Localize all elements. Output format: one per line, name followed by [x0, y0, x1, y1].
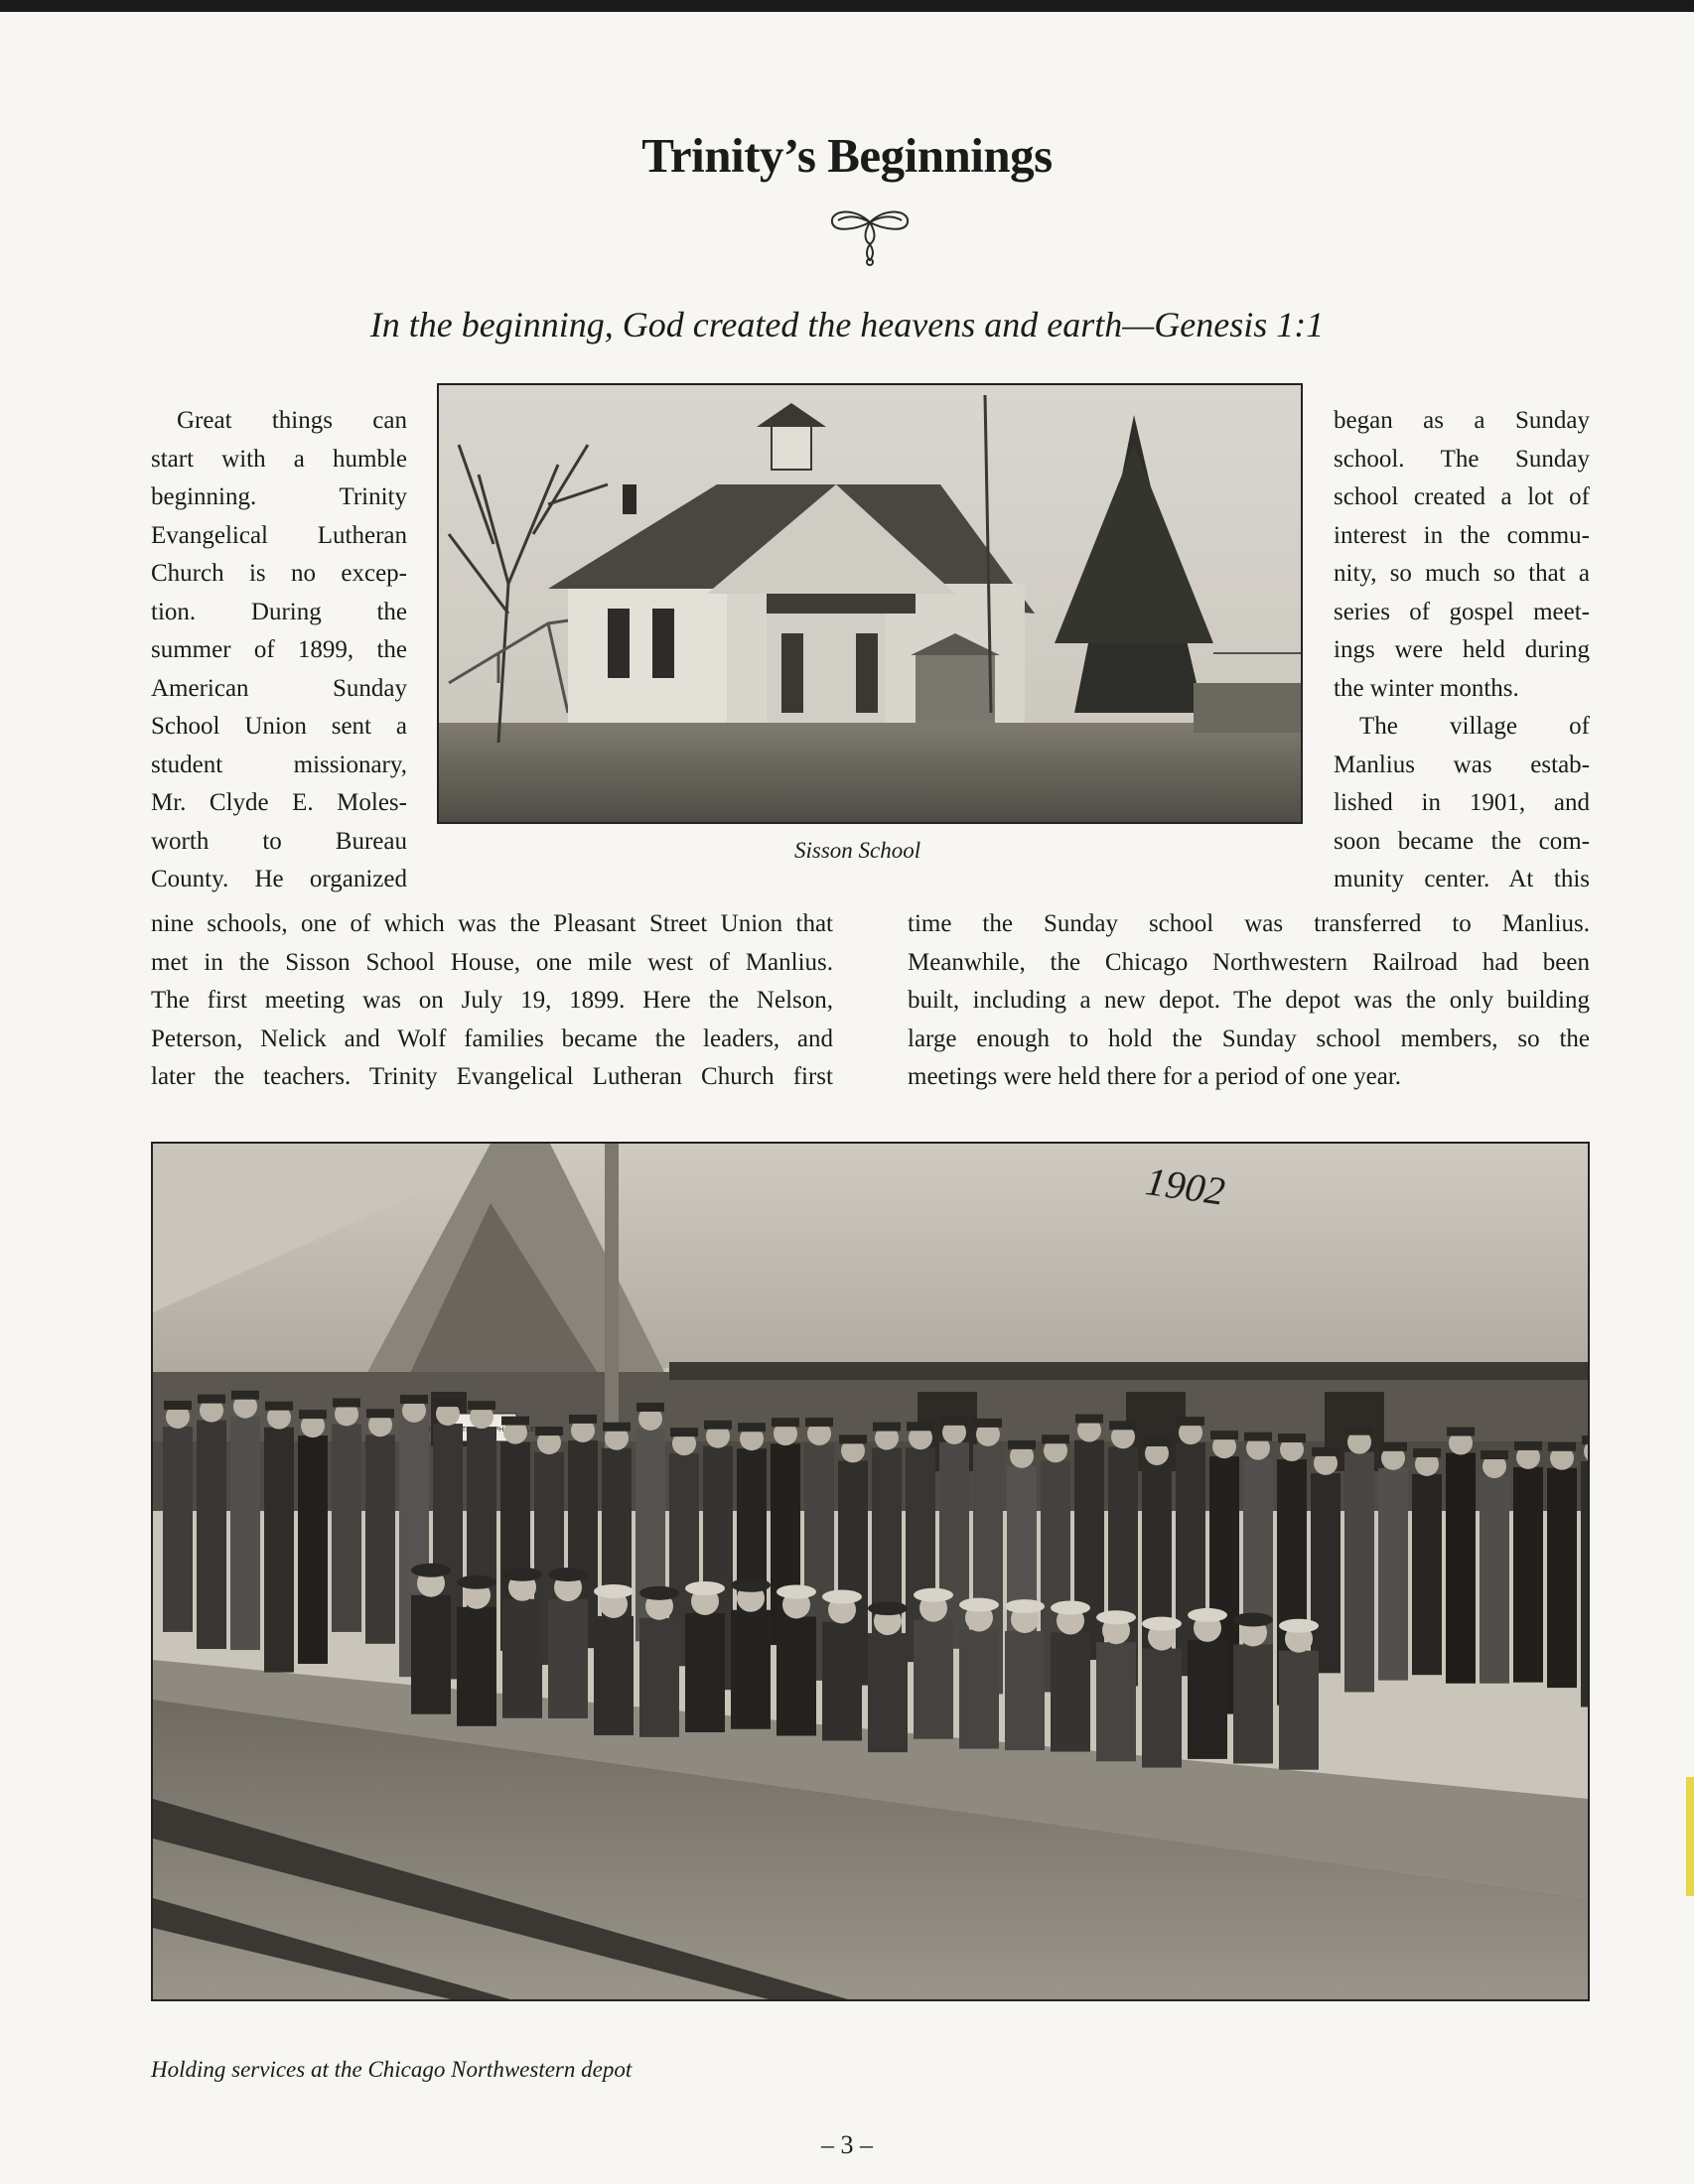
seated-person-hat	[639, 1586, 679, 1600]
text-line: student missionary,	[151, 751, 407, 778]
person-hat	[670, 1428, 698, 1436]
text-line: the winter months.	[1334, 674, 1519, 702]
seated-person-silhouette	[1279, 1651, 1319, 1770]
person-hat	[1075, 1415, 1103, 1424]
person-silhouette	[1480, 1476, 1509, 1684]
text-line: nine schools, one of which was the Pleasant Street Union that	[151, 910, 833, 937]
text-line: met in the Sisson School House, one mile west of Manlius.	[151, 948, 833, 976]
seated-person-hat	[1096, 1610, 1136, 1624]
flourish-ornament-icon	[824, 201, 916, 266]
person-hat	[873, 1423, 901, 1432]
seated-person-silhouette	[502, 1599, 542, 1718]
person-hat	[636, 1403, 664, 1412]
seated-person-hat	[1233, 1612, 1273, 1626]
seated-person-hat	[502, 1568, 542, 1581]
page-title: Trinity’s Beginnings	[641, 128, 1053, 183]
seated-person-silhouette	[1096, 1642, 1136, 1761]
seated-person-silhouette	[959, 1630, 999, 1749]
person-silhouette	[1344, 1452, 1374, 1693]
person-hat	[366, 1409, 394, 1418]
person-hat	[704, 1421, 732, 1430]
person-hat	[1008, 1440, 1036, 1449]
person-silhouette	[264, 1428, 294, 1673]
text-line: time the Sunday school was transferred to Manlius.	[908, 910, 1590, 937]
person-hat	[333, 1398, 360, 1407]
person-hat	[535, 1427, 563, 1435]
person-silhouette	[1446, 1453, 1476, 1684]
person-hat	[1413, 1448, 1441, 1457]
person-hat	[1582, 1435, 1588, 1444]
person-hat	[1481, 1450, 1508, 1459]
seated-person-hat	[868, 1601, 908, 1615]
person-hat	[198, 1395, 225, 1404]
person-silhouette	[332, 1424, 361, 1631]
page-number: – 3 –	[821, 2130, 873, 2159]
seated-person-silhouette	[1051, 1633, 1090, 1752]
seated-person-silhouette	[411, 1595, 451, 1714]
text-line: meetings were held there for a period of one year.	[908, 1063, 1402, 1090]
person-hat	[1278, 1433, 1306, 1442]
right-column-text	[1334, 402, 1590, 899]
text-line: beginning. Trinity	[151, 483, 407, 510]
person-hat	[569, 1415, 597, 1424]
person-hat	[1177, 1417, 1204, 1426]
left-lower-text	[151, 905, 833, 1097]
seated-person-hat	[594, 1584, 634, 1598]
seated-person-hat	[731, 1578, 771, 1592]
seated-person-hat	[1005, 1599, 1045, 1613]
person-hat	[231, 1391, 259, 1400]
person-hat	[1109, 1421, 1137, 1430]
schoolhouse-illustration	[439, 385, 1301, 822]
text-line: built, including a new depot. The depot was the only building	[908, 987, 1590, 1014]
person-silhouette	[1412, 1474, 1442, 1675]
person-silhouette	[230, 1417, 260, 1650]
text-line: school created a lot of	[1334, 483, 1590, 510]
text-line: interest in the commu-	[1334, 521, 1590, 549]
person-hat	[164, 1401, 192, 1410]
text-line: Mr. Clyde E. Moles-	[151, 789, 407, 816]
person-silhouette	[298, 1435, 328, 1664]
person-hat	[1514, 1441, 1542, 1450]
text-line: later the teachers. Trinity Evangelical Lutheran Church first	[151, 1063, 833, 1090]
seated-person-hat	[685, 1581, 725, 1595]
text-line: tion. During the	[151, 598, 407, 625]
text-line: County. He organized	[151, 866, 407, 892]
depot-crowd-illustration	[153, 1144, 1588, 1999]
text-line: ings were held during	[1334, 636, 1590, 663]
seated-person-silhouette	[731, 1610, 771, 1729]
scan-top-edge	[0, 0, 1694, 12]
seated-person-hat	[1188, 1608, 1227, 1622]
seated-person-hat	[822, 1589, 862, 1603]
text-line: began as a Sunday	[1334, 407, 1590, 434]
seated-person-silhouette	[868, 1633, 908, 1752]
seated-person-hat	[776, 1584, 816, 1598]
person-hat	[772, 1418, 799, 1427]
person-hat	[603, 1423, 631, 1432]
seated-person-hat	[1142, 1617, 1182, 1631]
person-hat	[1447, 1428, 1475, 1436]
person-silhouette	[1547, 1468, 1577, 1688]
seated-person-silhouette	[1142, 1649, 1182, 1768]
text-line: Peterson, Nelick and Wolf families became the leaders, and	[151, 1024, 833, 1052]
left-column-text	[151, 402, 407, 899]
seated-person-hat	[1279, 1619, 1319, 1633]
text-line: school. The Sunday	[1334, 445, 1590, 473]
text-line: munity center. At this	[1334, 866, 1590, 892]
text-line: Meanwhile, the Chicago Northwestern Railroad had been	[908, 948, 1590, 976]
text-line: soon became the com-	[1334, 827, 1590, 855]
text-line: Evangelical Lutheran	[151, 521, 407, 549]
text-line: School Union sent a	[151, 713, 407, 740]
person-hat	[974, 1419, 1002, 1428]
person-silhouette	[365, 1434, 395, 1644]
text-line: American Sunday	[151, 674, 407, 702]
person-hat	[1379, 1442, 1407, 1451]
text-line: Manlius was estab-	[1334, 751, 1590, 778]
person-hat	[299, 1410, 327, 1419]
person-hat	[1345, 1427, 1373, 1435]
person-hat	[940, 1417, 968, 1426]
person-hat	[805, 1418, 833, 1427]
seated-person-silhouette	[548, 1599, 588, 1718]
seated-person-silhouette	[594, 1616, 634, 1735]
person-silhouette	[163, 1427, 193, 1632]
seated-person-hat	[1051, 1601, 1090, 1615]
person-silhouette	[939, 1442, 969, 1649]
seated-person-silhouette	[822, 1621, 862, 1740]
person-silhouette	[1378, 1468, 1408, 1681]
person-silhouette	[1311, 1473, 1341, 1673]
seated-person-silhouette	[1188, 1640, 1227, 1759]
handwritten-year: 1902	[1142, 1159, 1228, 1214]
school-photo-caption: Sisson School	[794, 838, 921, 863]
seated-person-silhouette	[1005, 1631, 1045, 1750]
text-line: summer of 1899, the	[151, 636, 407, 663]
person-hat	[1244, 1433, 1272, 1441]
epigraph: In the beginning, God created the heavens and earth—Genesis 1:1	[369, 305, 1325, 344]
right-lower-text	[908, 905, 1590, 1097]
text-line: The first meeting was on July 19, 1899. Here the Nelson,	[151, 987, 833, 1014]
seated-person-hat	[411, 1564, 451, 1577]
seated-person-hat	[914, 1588, 953, 1602]
seated-person-silhouette	[639, 1618, 679, 1737]
depot-photo-caption: Holding services at the Chicago Northwestern depot	[151, 2057, 633, 2082]
text-line: lished in 1901, and	[1334, 789, 1590, 816]
person-hat	[1042, 1434, 1069, 1443]
person-silhouette	[1581, 1461, 1588, 1706]
person-hat	[738, 1423, 766, 1432]
seated-person-hat	[959, 1598, 999, 1612]
person-hat	[907, 1422, 934, 1431]
text-line: Great things can	[177, 407, 407, 434]
text-line: worth to Bureau	[151, 827, 407, 855]
seated-person-hat	[548, 1568, 588, 1581]
person-silhouette	[197, 1421, 226, 1649]
seated-person-silhouette	[776, 1616, 816, 1735]
sisson-school-photo	[437, 383, 1303, 824]
text-line: series of gospel meet-	[1334, 598, 1590, 625]
depot-photo	[151, 1142, 1590, 2001]
text-line: large enough to hold the Sunday school members, so the	[908, 1024, 1590, 1052]
person-silhouette	[1513, 1467, 1543, 1683]
person-hat	[1312, 1447, 1340, 1456]
seated-person-silhouette	[457, 1607, 496, 1726]
text-line: Church is no excep-	[151, 560, 407, 587]
person-hat	[839, 1434, 867, 1443]
seated-person-silhouette	[1233, 1644, 1273, 1763]
person-hat	[434, 1398, 462, 1407]
person-hat	[1210, 1431, 1238, 1439]
text-line: nity, so much so that a	[1334, 560, 1590, 587]
person-hat	[1143, 1437, 1171, 1446]
person-hat	[501, 1417, 529, 1426]
seated-person-hat	[457, 1575, 496, 1589]
person-hat	[400, 1395, 428, 1404]
text-line: start with a humble	[151, 445, 407, 473]
text-line: The village of	[1359, 713, 1590, 740]
person-hat	[265, 1402, 293, 1411]
seated-person-silhouette	[914, 1620, 953, 1739]
person-hat	[468, 1401, 495, 1410]
seated-person-silhouette	[685, 1613, 725, 1732]
person-hat	[1548, 1442, 1576, 1451]
scan-page-tab	[1686, 1777, 1694, 1896]
